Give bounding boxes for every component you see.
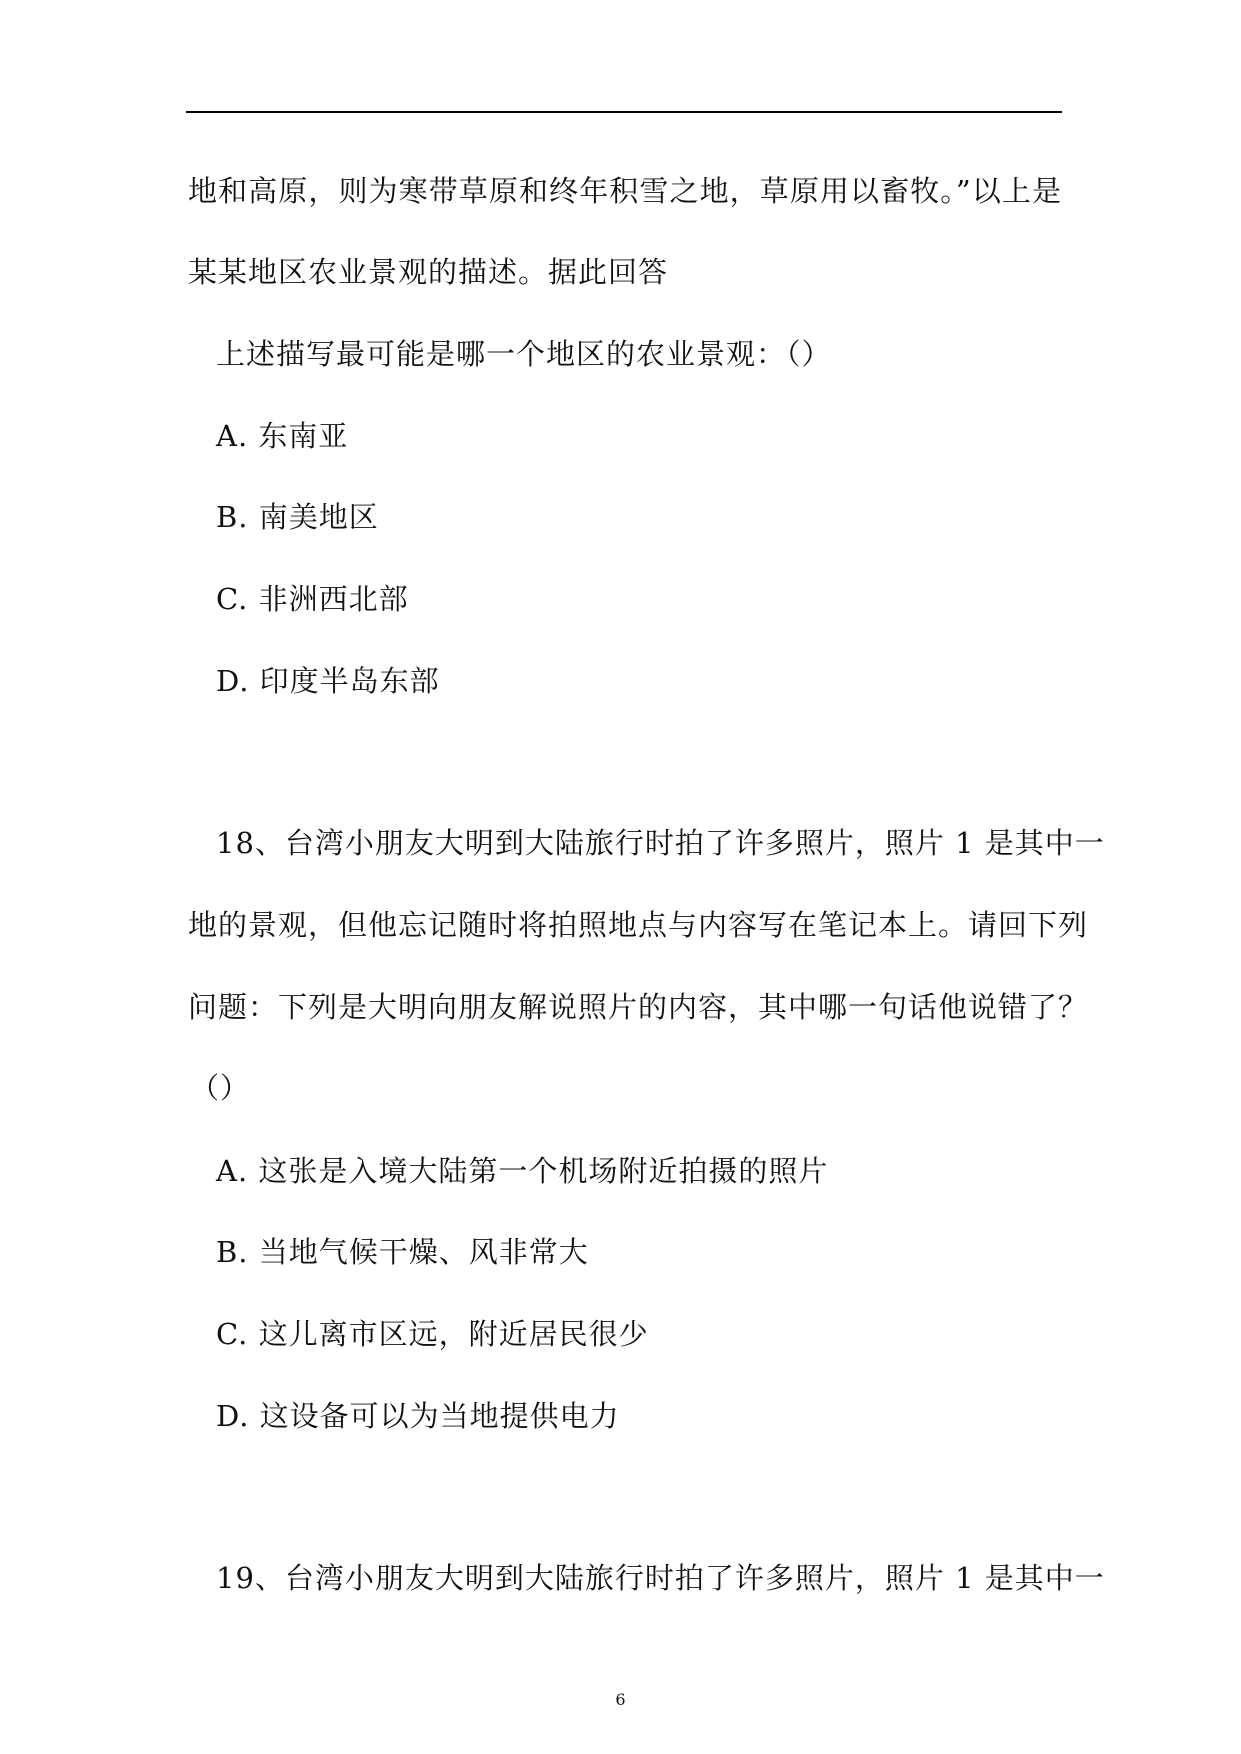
question-18-stem-line-2: 地的景观，但他忘记随时将拍照地点与内容写在笔记本上。请回下列 <box>188 908 1089 942</box>
header-rule <box>186 111 1062 113</box>
question-17-option-b: B. 南美地区 <box>216 500 379 534</box>
passage-line-2: 某某地区农业景观的描述。据此回答 <box>188 255 669 289</box>
question-18-option-a: A. 这张是入境大陆第一个机场附近拍摄的照片 <box>216 1154 829 1188</box>
passage-line-1: 地和高原，则为寒带草原和终年积雪之地，草原用以畜牧。”以上是 <box>188 174 1062 208</box>
question-17-option-c: C. 非洲西北部 <box>216 582 409 616</box>
question-17-option-d: D. 印度半岛东部 <box>216 664 440 698</box>
question-18-blank: （） <box>190 1071 251 1105</box>
question-18-option-b: B. 当地气候干燥、风非常大 <box>216 1235 589 1269</box>
page-number: 6 <box>615 1690 626 1709</box>
question-18-option-d: D. 这设备可以为当地提供电力 <box>216 1399 620 1433</box>
question-18-option-c: C. 这儿离市区远，附近居民很少 <box>216 1317 649 1351</box>
question-17-stem: 上述描写最可能是哪一个地区的农业景观：（） <box>216 337 832 371</box>
question-17-option-a: A. 东南亚 <box>216 419 349 453</box>
question-18-stem-line-1: 18、台湾小朋友大明到大陆旅行时拍了许多照片，照片 1 是其中一 <box>216 826 1105 860</box>
question-18-stem-line-3: 问题：下列是大明向朋友解说照片的内容，其中哪一句话他说错了？ <box>188 990 1089 1024</box>
question-19-stem-line-1: 19、台湾小朋友大明到大陆旅行时拍了许多照片，照片 1 是其中一 <box>216 1561 1105 1595</box>
